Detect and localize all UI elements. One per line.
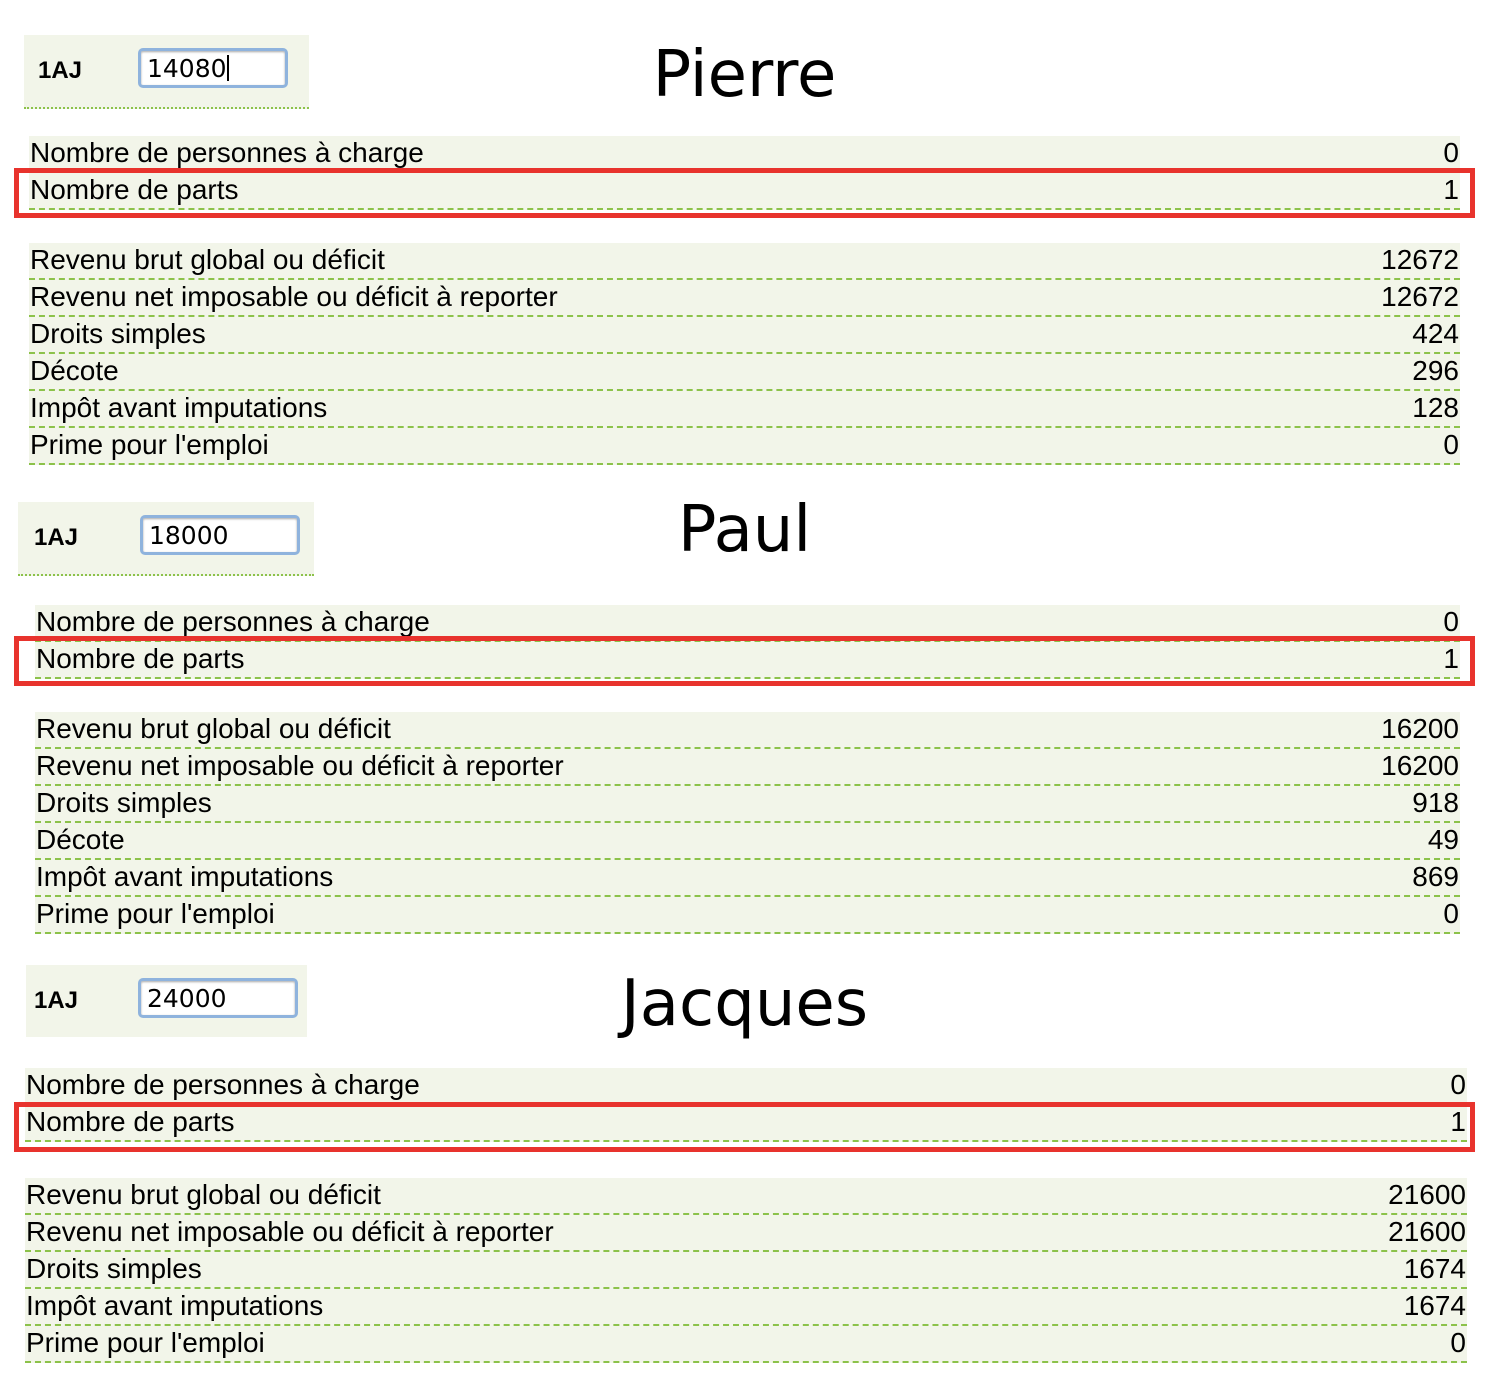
box-code-label: 1AJ: [38, 57, 83, 84]
result-row: [25, 1215, 1467, 1252]
row-value: 16200: [1381, 713, 1459, 744]
row-label: Décote: [30, 355, 119, 386]
row-label: Nombre de personnes à charge: [36, 606, 430, 637]
row-value: 1: [1450, 1106, 1466, 1137]
row-label: Décote: [36, 824, 125, 855]
result-row: [35, 897, 1460, 934]
row-value: 1: [1443, 643, 1459, 674]
result-row: [25, 1326, 1467, 1363]
result-row: [25, 1252, 1467, 1289]
result-row: [29, 354, 1460, 391]
row-value: 869: [1412, 861, 1459, 892]
result-row: [29, 391, 1460, 428]
result-row: [35, 712, 1460, 749]
row-value: 16200: [1381, 750, 1459, 781]
row-label: Droits simples: [26, 1253, 202, 1284]
row-label: Droits simples: [36, 787, 212, 818]
row-value: 0: [1443, 898, 1459, 929]
salary-input-value: 24000: [147, 984, 227, 1013]
row-label: Droits simples: [30, 318, 206, 349]
row-value: 296: [1412, 355, 1459, 386]
row-label: Nombre de parts: [36, 643, 245, 674]
person-name: Paul: [677, 493, 812, 567]
row-label: Prime pour l'emploi: [26, 1327, 265, 1358]
row-value: 1: [1443, 174, 1459, 205]
row-label: Revenu brut global ou déficit: [30, 244, 385, 275]
result-row: [35, 749, 1460, 786]
result-row: [25, 1178, 1467, 1215]
row-label: Impôt avant imputations: [26, 1290, 324, 1321]
row-value: 128: [1412, 392, 1459, 423]
row-label: Impôt avant imputations: [36, 861, 334, 892]
tax-shares-highlight-box: [14, 168, 1475, 218]
person-name: Jacques: [620, 967, 869, 1041]
results-rows: [35, 712, 1460, 934]
result-row: [35, 823, 1460, 860]
row-label: Nombre de personnes à charge: [26, 1069, 420, 1100]
row-label: Prime pour l'emploi: [30, 429, 269, 460]
result-row: [25, 1289, 1467, 1326]
row-label: Revenu brut global ou déficit: [26, 1179, 381, 1210]
box-code-label: 1AJ: [34, 987, 79, 1014]
row-value: 21600: [1388, 1216, 1466, 1247]
box-code-label: 1AJ: [34, 524, 79, 551]
row-value: 0: [1450, 1069, 1466, 1100]
row-value: 49: [1427, 824, 1459, 855]
row-label: Nombre de personnes à charge: [30, 137, 424, 168]
row-label: Prime pour l'emploi: [36, 898, 275, 929]
row-value: 21600: [1388, 1179, 1466, 1210]
result-row: [35, 860, 1460, 897]
result-row: [29, 317, 1460, 354]
row-value: 0: [1443, 137, 1459, 168]
person-name: Pierre: [652, 38, 837, 112]
row-value: 424: [1412, 318, 1459, 349]
dependents-row: [25, 1068, 1467, 1105]
results-rows: [29, 243, 1460, 465]
row-value: 12672: [1381, 281, 1459, 312]
row-label: Nombre de parts: [26, 1106, 235, 1137]
row-value: 12672: [1381, 244, 1459, 275]
row-value: 0: [1443, 429, 1459, 460]
row-label: Revenu net imposable ou déficit à reporter: [30, 281, 558, 312]
row-label: Revenu net imposable ou déficit à reporter: [26, 1216, 554, 1247]
results-rows: [25, 1178, 1467, 1363]
result-row: [35, 786, 1460, 823]
row-value: 918: [1412, 787, 1459, 818]
tax-shares-highlight-box: [14, 1102, 1475, 1152]
row-value: 1674: [1403, 1253, 1466, 1284]
row-value: 0: [1450, 1327, 1466, 1358]
salary-input-value: 14080: [147, 54, 227, 83]
row-label: Impôt avant imputations: [30, 392, 328, 423]
row-label: Revenu net imposable ou déficit à reporter: [36, 750, 564, 781]
tax-shares-highlight-box: [14, 636, 1475, 686]
row-label: Revenu brut global ou déficit: [36, 713, 391, 744]
row-value: 1674: [1403, 1290, 1466, 1321]
result-row: [29, 280, 1460, 317]
row-value: 0: [1443, 606, 1459, 637]
row-label: Nombre de parts: [30, 174, 239, 205]
result-row: [29, 428, 1460, 465]
salary-input-value: 18000: [149, 521, 229, 550]
result-row: [29, 243, 1460, 280]
